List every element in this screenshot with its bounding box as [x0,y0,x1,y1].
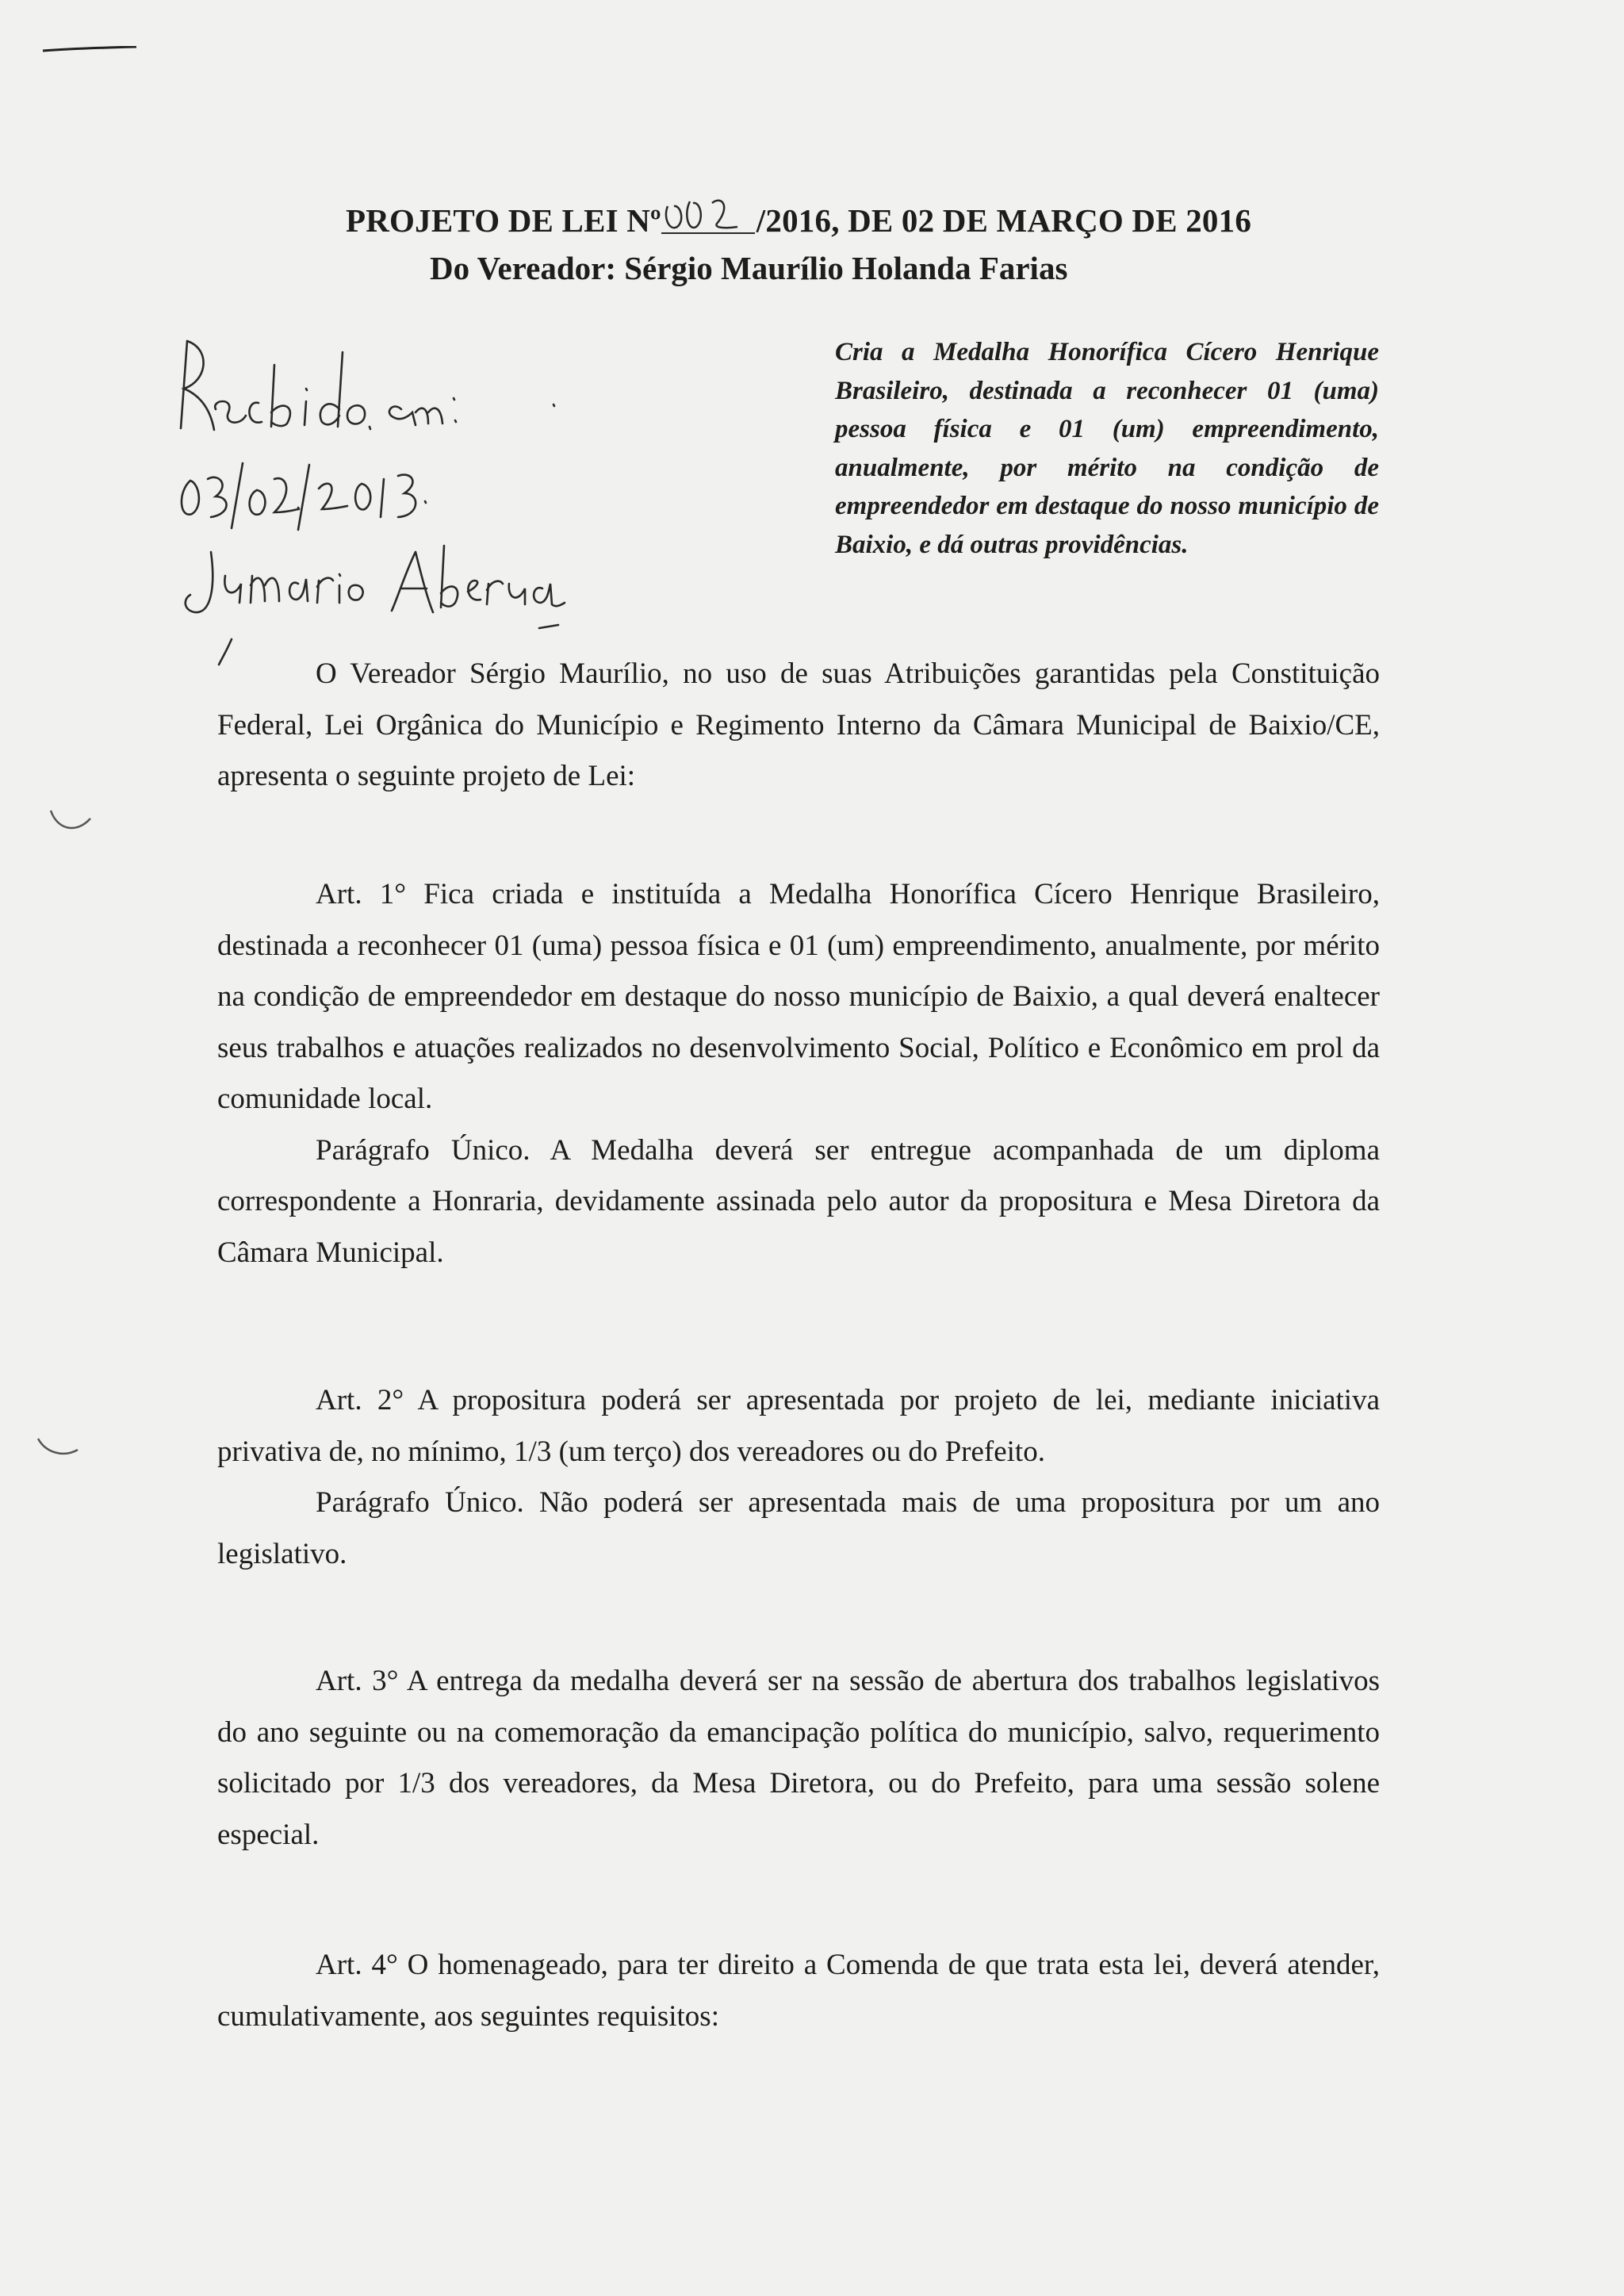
punch-hole-mark-lower [35,1434,79,1462]
bill-title-prefix: PROJETO DE LEI Nº [346,202,661,239]
article-3-text: Art. 3° A entrega da medalha deverá ser na sessão de abertura dos trabalhos legislativos do ano seguinte ou na comemoração da emancipação política do município, salvo, requerimento solicitado por 1/3 dos vereadores, da Mesa Diretora, ou do Prefeito, para uma sessão solene especial. [217,1665,1380,1851]
article-1-paragraph-unico: Parágrafo Único. A Medalha deverá ser entregue acompanhada de um diploma correspondente a Honraria, devidamente assinada pelo autor da propositura e Mesa Diretora da Câmara Municipal. [217,1133,1380,1269]
pen-stroke-mark [41,46,138,52]
bill-number-handwriting-icon [661,186,756,236]
ementa-summary: Cria a Medalha Honorífica Cícero Henrique Brasileiro, destinada a reconhecer 01 (uma) pessoa física e 01 (um) empreendimento, anualmente, por mérito na condição de empreendedor em destaque do nosso município de Baixio, e dá outras providências. [835,338,1379,559]
handwritten-receipt-note [163,333,734,666]
article-2-block [217,1375,1380,1580]
article-1-text: Art. 1° Fica criada e instituída a Medalha Honorífica Cícero Henrique Brasileiro, destinada a reconhecer 01 (uma) pessoa física e 01 (um) empreendimento, anualmente, por mérito na condição de empreendedor em destaque do nosso município de Baixio, a qual deverá enaltecer seus trabalhos e atuações realizados no desenvolvimento Social, Político e Econômico em prol da comunidade local. [217,878,1380,1115]
punch-hole-mark-upper [48,807,92,836]
article-2-text: Art. 2° A propositura poderá ser apresentada por projeto de lei, mediante iniciativa privativa de, no mínimo, 1/3 (um terço) dos vereadores ou do Prefeito. [217,1384,1380,1468]
preamble-paragraph: O Vereador Sérgio Maurílio, no uso de suas Atribuições garantidas pela Constituição Federal, Lei Orgânica do Município e Regimento Interno da Câmara Municipal de Baixio/CE, apresenta o seguinte projeto de Lei: [217,657,1380,792]
article-4-text: Art. 4° O homenageado, para ter direito a Comenda de que trata esta lei, deverá atender, cumulativamente, aos seguintes requisitos: [217,1949,1380,2033]
author-line: Do Vereador: Sérgio Maurílio Holanda Farias [430,250,1068,286]
bill-title [346,201,1251,240]
article-2-paragraph-unico: Parágrafo Único. Não poderá ser apresentada mais de uma propositura por um ano legislativo. [217,1486,1380,1570]
bill-title-suffix: /2016, DE 02 DE MARÇO DE 2016 [756,202,1252,239]
article-3-block [217,1656,1380,1861]
article-4-block [217,1940,1380,2042]
preamble-block [217,649,1380,803]
article-1-block [217,869,1380,1278]
bill-number-handwritten [661,205,756,236]
